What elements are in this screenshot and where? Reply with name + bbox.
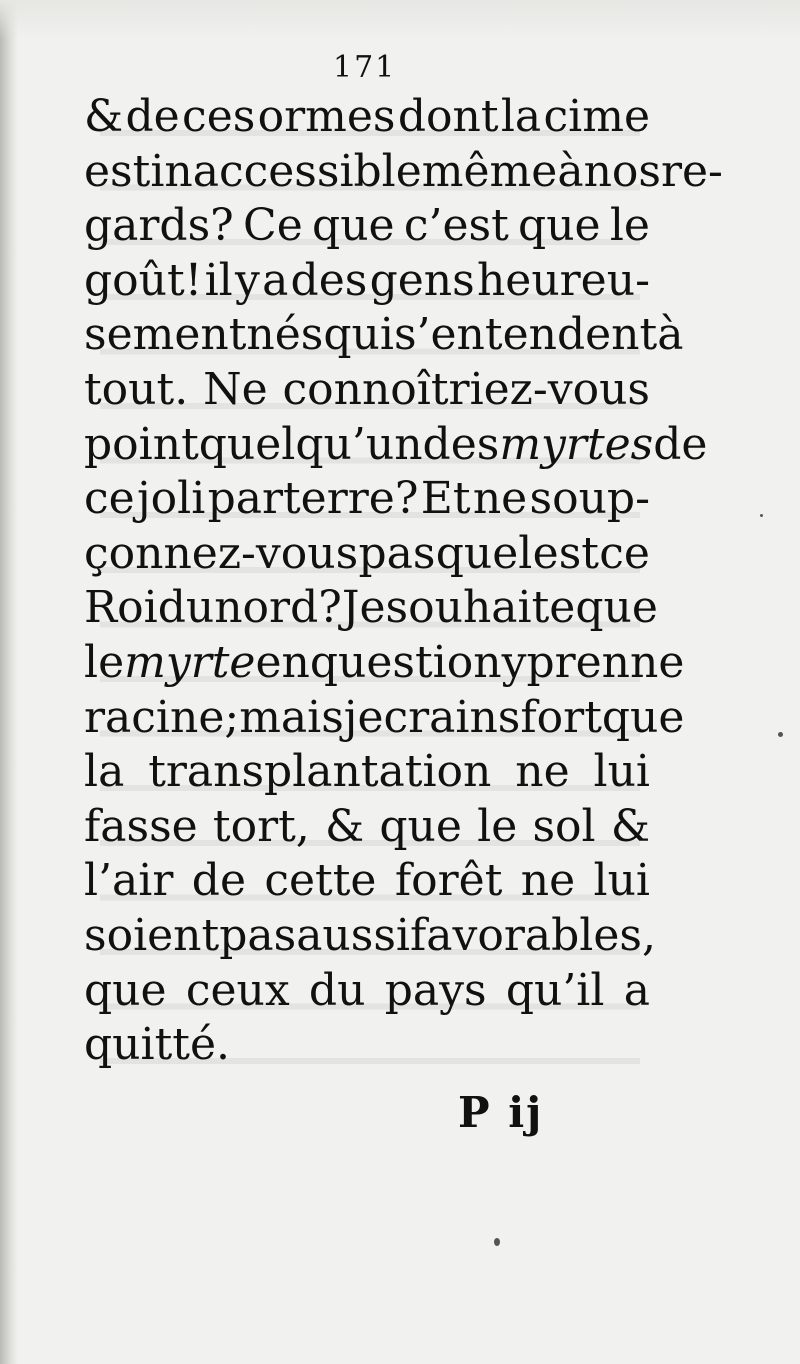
word: le xyxy=(477,800,518,852)
text-line xyxy=(84,691,685,746)
word: Ce xyxy=(243,200,303,252)
ink-speck xyxy=(494,1238,500,1246)
word: Ne xyxy=(203,363,268,415)
word: le xyxy=(609,200,650,252)
word: soient xyxy=(84,909,220,961)
word: le xyxy=(84,636,125,688)
word: la xyxy=(84,746,125,798)
text-line xyxy=(84,145,723,200)
text-line xyxy=(84,363,650,418)
text-line xyxy=(84,418,708,473)
word: de xyxy=(125,91,180,142)
word: s’entendent xyxy=(393,309,658,361)
word: aussi xyxy=(296,909,410,961)
word: du xyxy=(157,582,215,634)
ink-speck xyxy=(778,732,783,737)
word: fasse xyxy=(84,800,198,852)
word: point xyxy=(84,418,199,470)
text-line xyxy=(84,581,658,636)
word: des xyxy=(422,418,500,470)
word: y xyxy=(501,636,527,688)
word: c’est xyxy=(403,200,509,252)
word: de xyxy=(191,855,246,907)
word: que xyxy=(312,200,395,252)
word: a xyxy=(262,254,289,306)
word: racine; xyxy=(84,691,240,743)
word: que xyxy=(518,200,601,252)
word: & xyxy=(610,800,650,852)
word: Je xyxy=(341,582,386,634)
text-line xyxy=(84,199,650,254)
word: la xyxy=(500,91,542,142)
text-line xyxy=(84,800,650,855)
text-line xyxy=(84,964,650,1019)
word: même xyxy=(421,145,558,197)
word: que xyxy=(84,964,167,1016)
word: de xyxy=(653,418,708,470)
word: quitté. xyxy=(84,1019,230,1071)
word: gards? xyxy=(84,200,234,252)
word: parterre? xyxy=(207,473,419,525)
word: ce xyxy=(599,527,650,579)
word: ne xyxy=(472,473,528,525)
page-shade xyxy=(0,0,800,40)
text-line xyxy=(84,472,650,527)
word: Et xyxy=(420,473,471,525)
word: soup- xyxy=(529,473,650,525)
word: ne xyxy=(515,746,570,798)
text-line xyxy=(84,745,650,800)
word: joli xyxy=(136,473,206,525)
text-line xyxy=(84,854,650,909)
word: & xyxy=(325,800,365,852)
word: re- xyxy=(660,145,723,197)
page-edge xyxy=(0,0,18,1364)
word: à xyxy=(557,145,584,197)
signature-mark: P ij xyxy=(458,1088,544,1137)
word: transplantation xyxy=(148,746,492,798)
word: heureu- xyxy=(476,254,650,306)
word: Roi xyxy=(84,582,158,634)
word: ceux xyxy=(185,964,290,1016)
word: à xyxy=(657,309,684,361)
word: du xyxy=(308,964,366,1016)
word: quelqu’un xyxy=(198,418,423,470)
text-line xyxy=(84,254,650,309)
text-line xyxy=(84,909,656,964)
italic-word: myrtes xyxy=(499,418,654,470)
text-line xyxy=(84,527,650,582)
word: souhaite xyxy=(385,582,576,634)
word: a xyxy=(623,964,650,1016)
word: prenne xyxy=(526,636,685,688)
word: nord? xyxy=(214,582,342,634)
word: crains xyxy=(383,691,521,743)
word: pays xyxy=(384,964,487,1016)
word: cette xyxy=(264,855,377,907)
word: y xyxy=(234,254,260,306)
word: lui xyxy=(593,746,650,798)
word: connoîtriez-vous xyxy=(282,363,650,415)
word: forêt xyxy=(394,855,503,907)
word: que xyxy=(379,800,462,852)
word: l’air xyxy=(84,855,174,907)
word: tout. xyxy=(84,363,189,415)
word: pas xyxy=(219,909,297,961)
text-line xyxy=(84,636,685,691)
word: ne xyxy=(520,855,576,907)
word: fort xyxy=(520,691,602,743)
word: nos xyxy=(583,145,661,197)
word: est xyxy=(84,145,151,197)
italic-word: myrte xyxy=(124,636,256,688)
word: est xyxy=(532,527,599,579)
word: que xyxy=(601,691,685,743)
word: quel xyxy=(435,527,533,579)
word: sol xyxy=(532,800,596,852)
word: çonnez-vous xyxy=(84,527,359,579)
word: ces xyxy=(182,91,256,142)
word: inaccessible xyxy=(150,145,422,197)
word: il xyxy=(204,254,233,306)
word: ce xyxy=(84,473,135,525)
word: des xyxy=(290,254,368,306)
word: ormes xyxy=(257,91,396,142)
word: mais xyxy=(239,691,344,743)
word: en xyxy=(255,636,310,688)
body-text xyxy=(84,90,723,1073)
word: dont xyxy=(397,91,499,142)
word: gens xyxy=(369,254,475,306)
word: que xyxy=(575,582,658,634)
word: je xyxy=(343,691,384,743)
word: qu’il xyxy=(505,964,605,1016)
word: favorables, xyxy=(410,909,656,961)
word: sement xyxy=(84,309,247,361)
text-line xyxy=(84,308,684,363)
word: lui xyxy=(593,855,650,907)
word: qui xyxy=(323,309,394,361)
text-line xyxy=(84,90,650,145)
word: & xyxy=(84,91,124,142)
word: goût! xyxy=(84,254,203,306)
page-number: 171 xyxy=(333,50,397,85)
word: cime xyxy=(543,91,650,142)
word: pas xyxy=(358,527,436,579)
text-line xyxy=(84,1018,650,1073)
word: nés xyxy=(246,309,324,361)
ink-speck xyxy=(760,514,763,517)
word: tort, xyxy=(212,800,310,852)
word: question xyxy=(309,636,502,688)
